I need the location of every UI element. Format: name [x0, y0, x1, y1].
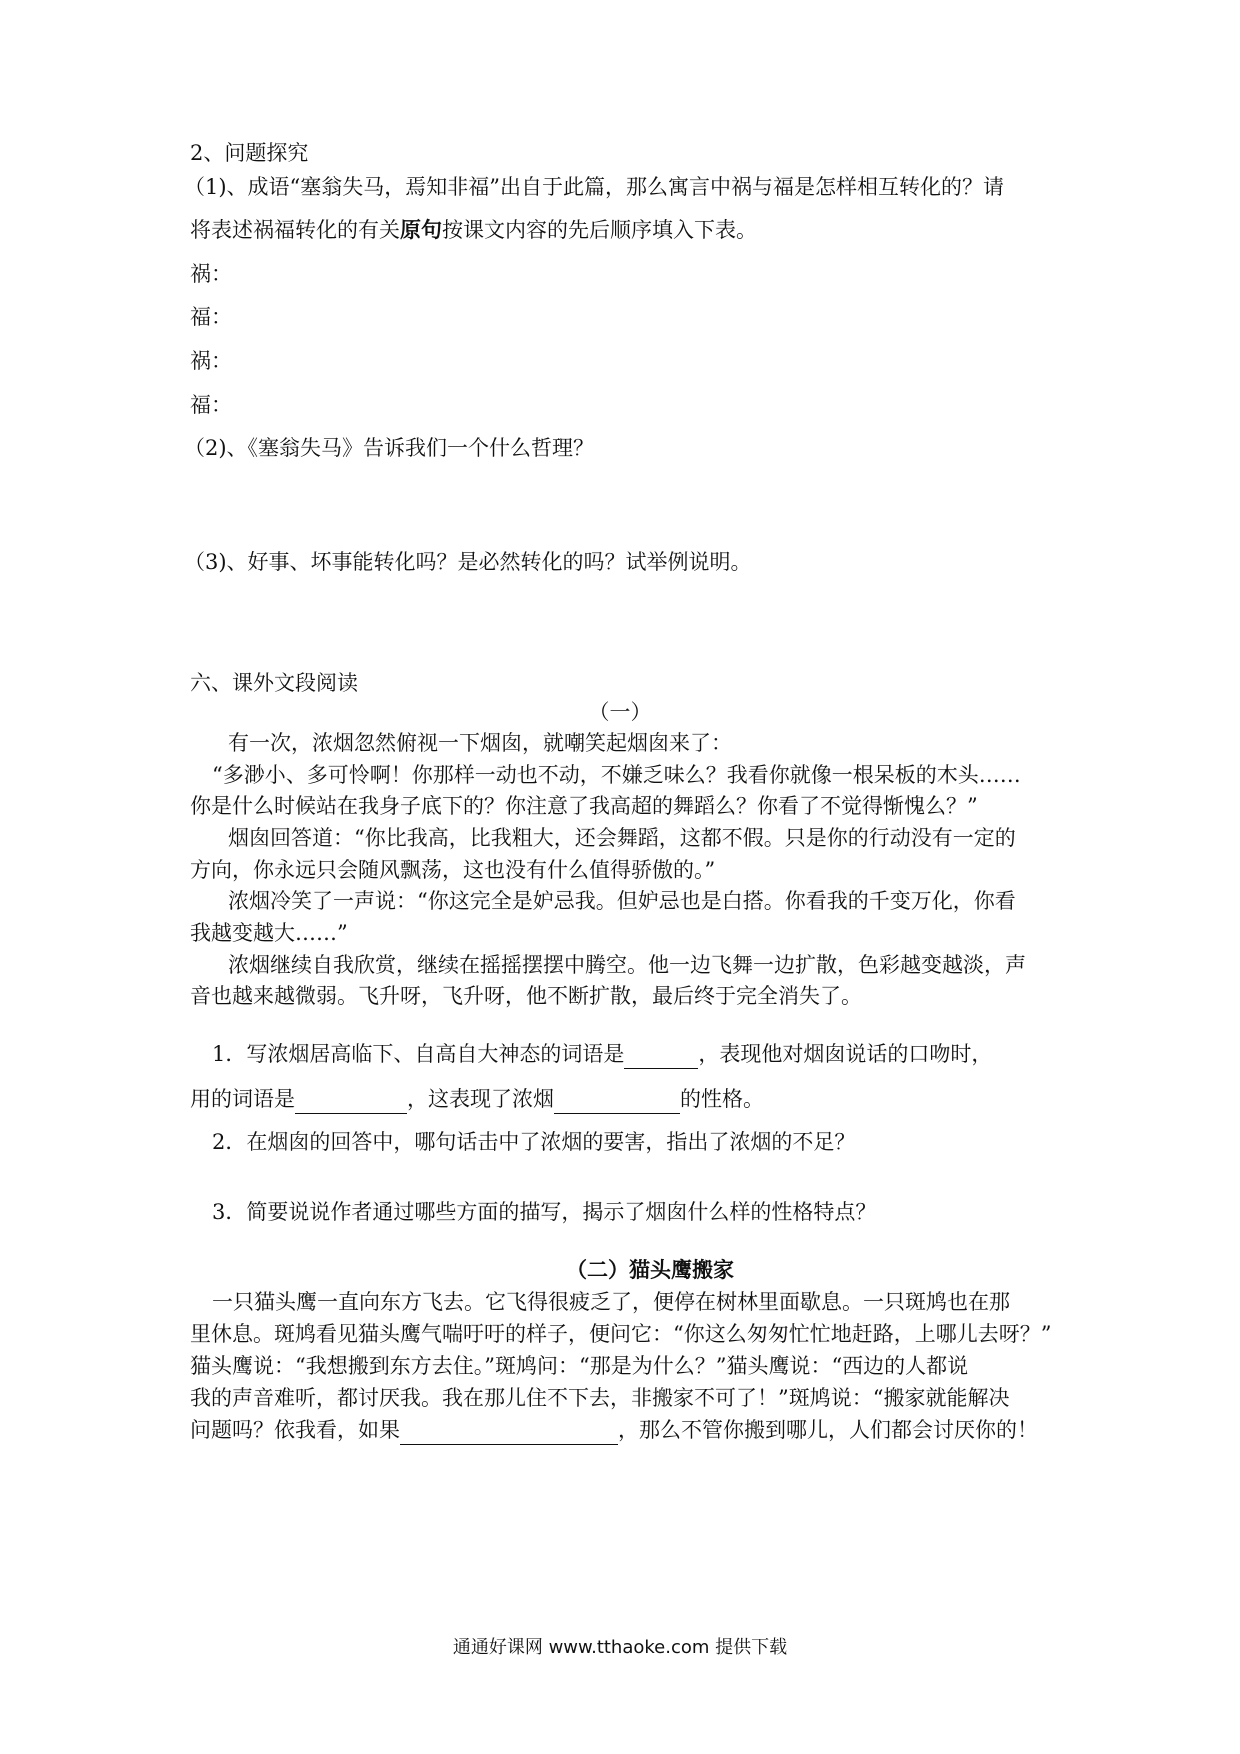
answer-item-3: 祸：	[190, 349, 232, 373]
bold-phrase: 原句	[400, 217, 442, 242]
passage-line: 方向，你永远只会随风飘荡，这也没有什么值得骄傲的。”	[190, 858, 716, 882]
question-1-line-1: （1)、成语“塞翁失马，焉知非福”出自于此篇，那么寓言中祸与福是怎样相互转化的？请	[184, 175, 1005, 199]
answer-blank[interactable]	[400, 1422, 618, 1445]
passage-line: 音也越来越微弱。飞升呀，飞升呀，他不断扩散，最后终于完全消失了。	[190, 984, 862, 1008]
question-3: （3)、好事、坏事能转化吗？是必然转化的吗？试举例说明。	[184, 550, 752, 574]
answer-item-4: 福：	[190, 393, 232, 417]
exercise-1-line-2: 用的词语是 ，这表现了浓烟 的性格。	[190, 1084, 764, 1114]
question-2: （2)、《塞翁失马》告诉我们一个什么哲理？	[184, 436, 595, 460]
section-heading-problem-inquiry: 2、问题探究	[190, 141, 309, 165]
question-1-line-2: 将表述祸福转化的有关原句按课文内容的先后顺序填入下表。	[190, 217, 757, 242]
exercise-2: 2．在烟囱的回答中，哪句话击中了浓烟的要害，指出了浓烟的不足？	[212, 1130, 856, 1154]
passage-line: 有一次，浓烟忽然俯视一下烟囱，就嘲笑起烟囱来了：	[228, 731, 732, 755]
answer-blank[interactable]	[554, 1091, 680, 1114]
passage-line: 浓烟继续自我欣赏，继续在摇摇摆摆中腾空。他一边飞舞一边扩散，色彩越变越淡，声	[228, 953, 1026, 977]
passage-line: 烟囱回答道：“你比我高，比我粗大，还会舞蹈，这都不假。只是你的行动没有一定的	[228, 826, 1016, 850]
section-heading-extracurricular-reading: 六、课外文段阅读	[190, 671, 358, 695]
answer-item-2: 福：	[190, 305, 232, 329]
passage-2-line: 猫头鹰说：“我想搬到东方去住。”斑鸠问：“那是为什么？”猫头鹰说：“西边的人都说	[190, 1354, 969, 1378]
answer-blank[interactable]	[295, 1091, 407, 1114]
passage-2-last-line: 问题吗？依我看，如果 ，那么不管你搬到哪儿，人们都会讨厌你的！	[190, 1415, 1038, 1445]
passage-line: 浓烟冷笑了一声说：“你这完全是妒忌我。但妒忌也是白搭。你看我的千变万化，你看	[228, 889, 1016, 913]
part-1-title: （一）	[588, 700, 652, 724]
passage-2-line: 里休息。斑鸠看见猫头鹰气喘吁吁的样子，便问它：“你这么匆匆忙忙地赶路，上哪儿去呀？”	[190, 1322, 1052, 1346]
passage-line: “多渺小、多可怜啊！你那样一动也不动，不嫌乏味么？我看你就像一根呆板的木头……	[212, 763, 1021, 787]
part-2-title: （二）猫头鹰搬家	[566, 1257, 734, 1282]
answer-blank[interactable]	[624, 1046, 698, 1069]
exercise-3: 3．简要说说作者通过哪些方面的描写，揭示了烟囱什么样的性格特点？	[212, 1200, 877, 1224]
passage-line: 你是什么时候站在我身子底下的？你注意了我高超的舞蹈么？你看了不觉得惭愧么？”	[190, 794, 978, 818]
passage-2-line: 我的声音难听，都讨厌我。我在那儿住不下去，非搬家不可了！”斑鸠说：“搬家就能解决	[190, 1386, 1010, 1410]
answer-item-1: 祸：	[190, 262, 232, 286]
passage-line: 我越变越大……”	[190, 921, 348, 945]
footer-credit: 通通好课网 www.tthaoke.com 提供下载	[452, 1637, 788, 1658]
exercise-1-line-1: 1．写浓烟居高临下、自高自大神态的词语是 ，表现他对烟囱说话的口吻时，	[212, 1039, 992, 1069]
passage-2-line: 一只猫头鹰一直向东方飞去。它飞得很疲乏了，便停在树林里面歇息。一只斑鸠也在那	[212, 1290, 1010, 1314]
